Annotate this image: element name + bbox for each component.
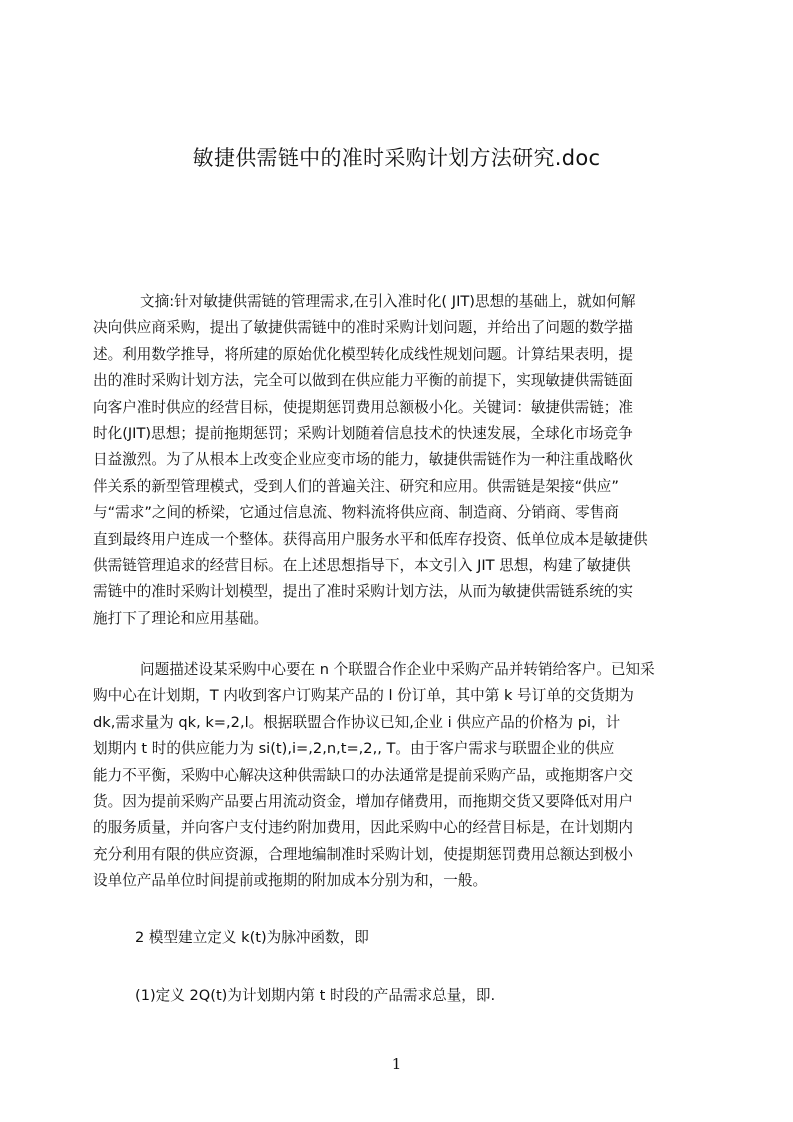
text-line: 需链中的准时采购计划模型，提出了准时采购计划方法，从而为敏捷供需链系统的实 [93,583,633,601]
text-line: 能力不平衡，采购中心解决这种供需缺口的办法通常是提前采购产品，或拖期客户交 [93,766,633,784]
page-number: 1 [391,1055,402,1073]
abstract-paragraph [93,289,698,632]
text-line: 出的准时采购计划方法，完全可以做到在供应能力平衡的前提下，实现敏捷供需链面 [93,372,633,390]
text-line: 时化(JIT)思想；提前拖期惩罚；采购计划随着信息技术的快速发展，全球化市场竞争 [93,425,633,443]
text-line: dk,需求量为 qk, k=,2,l。根据联盟合作协议已知,企业 i 供应产品的价格为 pi，计 [93,713,621,731]
text-line: 充分利用有限的供应资源，合理地编制准时采购计划，使提期惩罚费用总额达到极小 [93,845,633,863]
text-line: 施打下了理论和应用基础。 [93,609,269,627]
text-line: 决向供应商采购，提出了敏捷供需链中的准时采购计划问题，并给出了问题的数学描 [93,319,633,337]
text-line: 文摘:针对敏捷供需链的管理需求,在引入准时化( JIT)思想的基础上，就如何解 [140,293,636,310]
text-line: 伴关系的新型管理模式，受到人们的普遍关注、研究和应用。供需链是架接“供应” [93,477,619,495]
text-line: 设单位产品单位时间提前或拖期的附加成本分别为和，一般。 [93,872,488,890]
text-line: 购中心在计划期，T 内收到客户订购某产品的 l 份订单，其中第 k 号订单的交货期为 [93,687,634,705]
document-title: 敏捷供需链中的准时采购计划方法研究.doc [192,146,601,170]
text-line: 划期内 t 时的供应能力为 si(t),i=,2,n,t=,2,, T。由于客户需求与联盟企业的供应 [93,740,615,758]
text-line: 向客户准时供应的经营目标，使提期惩罚费用总额极小化。关键词：敏捷供需链；准 [93,398,633,416]
definition-2-line: (1)定义 2Q(t)为计划期内第 t 时段的产品需求总量，即. [135,987,496,1004]
text-line: 问题描述设某采购中心要在 n 个联盟合作企业中采购产品并转销给客户。已知采 [140,661,655,678]
problem-description-paragraph [93,657,698,895]
text-line: 供需链管理追求的经营目标。在上述思想指导下，本文引入 JIT 思想，构建了敏捷供 [93,557,631,575]
model-definition-line: 2 模型建立定义 k(t)为脉冲函数，即 [135,929,369,946]
text-line: 与“需求”之间的桥梁，它通过信息流、物料流将供应商、制造商、分销商、零售商 [93,504,619,522]
text-line: 日益激烈。为了从根本上改变企业应变市场的能力，敏捷供需链作为一种注重战略伙 [93,451,633,469]
text-line: 直到最终用户连成一个整体。获得高用户服务水平和低库存投资、低单位成本是敏捷供 [93,530,648,548]
text-line: 货。因为提前采购产品要占用流动资金，增加存储费用，而拖期交货又要降低对用户 [93,793,633,811]
text-line: 述。利用数学推导，将所建的原始优化模型转化成线性规划问题。计算结果表明，提 [93,345,633,363]
text-line: 的服务质量，并向客户支付违约附加费用，因此采购中心的经营目标是，在计划期内 [93,819,633,837]
